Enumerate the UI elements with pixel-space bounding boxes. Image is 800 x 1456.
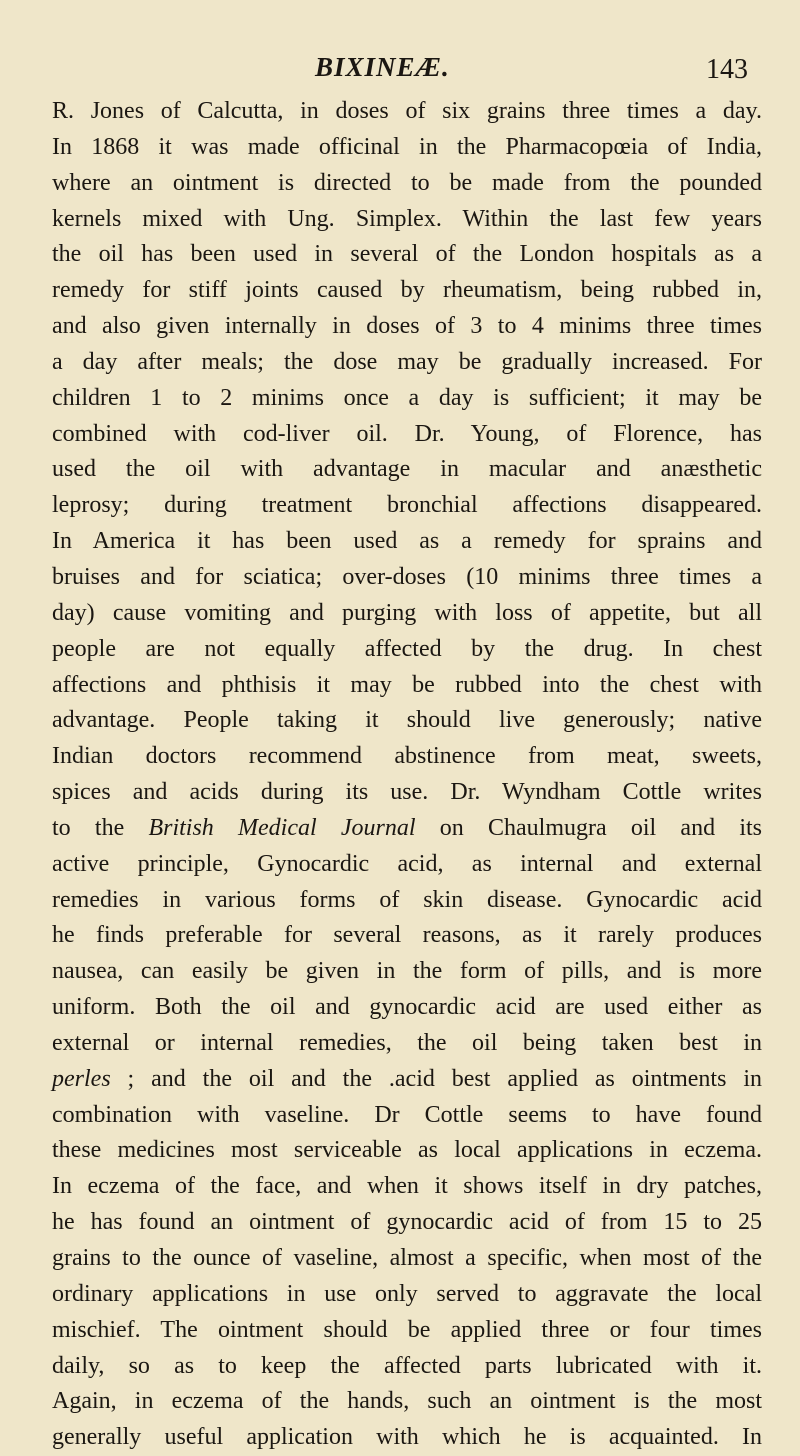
text-line: these medicines most serviceable as local applications in eczema. (52, 1137, 762, 1164)
italic-text: British Medical Journal (148, 814, 416, 841)
text-line: perles ; and the oil and the .acid best applied as ointments in (52, 1065, 762, 1092)
text-line: bruises and for sciatica; over-doses (10 minims three times a (52, 563, 762, 590)
running-head (0, 52, 800, 92)
text-line: Indian doctors recommend abstinence from meat, sweets, (52, 743, 762, 770)
text-line: uniform. Both the oil and gynocardic acid are used either as (52, 994, 762, 1021)
text-line: advantage. People taking it should live generously; native (52, 707, 762, 734)
text-line: people are not equally affected by the drug. In chest (52, 635, 762, 662)
text-line: In America it has been used as a remedy for sprains and (52, 528, 762, 555)
text-line: a day after meals; the dose may be gradually increased. For (52, 348, 762, 375)
text-line: daily, so as to keep the affected parts lubricated with it. (52, 1352, 762, 1379)
text-line: day) cause vomiting and purging with loss of appetite, but all (52, 599, 762, 626)
body-text (52, 94, 762, 1456)
italic-text: perles (52, 1065, 111, 1092)
text-line: external or internal remedies, the oil being taken best in (52, 1029, 762, 1056)
text-line: children 1 to 2 minims once a day is sufficient; it may be (52, 384, 762, 411)
text-line: mischief. The ointment should be applied three or four times (52, 1316, 762, 1343)
running-title: BIXINEÆ. (315, 52, 450, 82)
text-line: grains to the ounce of vaseline, almost a specific, when most of the (52, 1245, 762, 1271)
text-line: remedies in various forms of skin disease. Gynocardic acid (52, 886, 762, 913)
text-line: used the oil with advantage in macular and anæsthetic (52, 456, 762, 483)
text-line: combined with cod-liver oil. Dr. Young, of Florence, has (52, 420, 762, 447)
text-line: active principle, Gynocardic acid, as internal and external (52, 850, 762, 877)
text-line: nausea, can easily be given in the form of pills, and is more (52, 958, 762, 985)
text-line: leprosy; during treatment bronchial affections disappeared. (52, 492, 762, 519)
text-line: spices and acids during its use. Dr. Wyndham Cottle writes (52, 779, 762, 806)
text-line: and also given internally in doses of 3 to 4 minims three times (52, 313, 762, 340)
page-number: 143 (706, 54, 748, 85)
text-line: affections and phthisis it may be rubbed into the chest with (52, 671, 762, 698)
text-line: to the British Medical Journal on Chaulmugra oil and its (52, 814, 762, 841)
text-line: he finds preferable for several reasons, as it rarely produces (52, 922, 762, 949)
text-line: the oil has been used in several of the London hospitals as a (52, 241, 762, 268)
text-line: In eczema of the face, and when it shows itself in dry patches, (52, 1173, 762, 1200)
text-line: combination with vaseline. Dr Cottle seems to have found (52, 1101, 762, 1128)
text-line: R. Jones of Calcutta, in doses of six grains three times a day. (52, 98, 762, 124)
text-line: generally useful application with which he is acquainted. In (52, 1424, 762, 1451)
text-line: ordinary applications in use only served to aggravate the local (52, 1280, 762, 1307)
text-line: remedy for stiff joints caused by rheumatism, being rubbed in, (52, 277, 762, 304)
text-line: where an ointment is directed to be made from the pounded (52, 169, 762, 196)
text-line: kernels mixed with Ung. Simplex. Within the last few years (52, 205, 762, 232)
text-line: Again, in eczema of the hands, such an ointment is the most (52, 1388, 762, 1415)
text-line: he has found an ointment of gynocardic acid of from 15 to 25 (52, 1209, 762, 1236)
text-line: In 1868 it was made officinal in the Pharmacopœia of India, (52, 133, 762, 160)
